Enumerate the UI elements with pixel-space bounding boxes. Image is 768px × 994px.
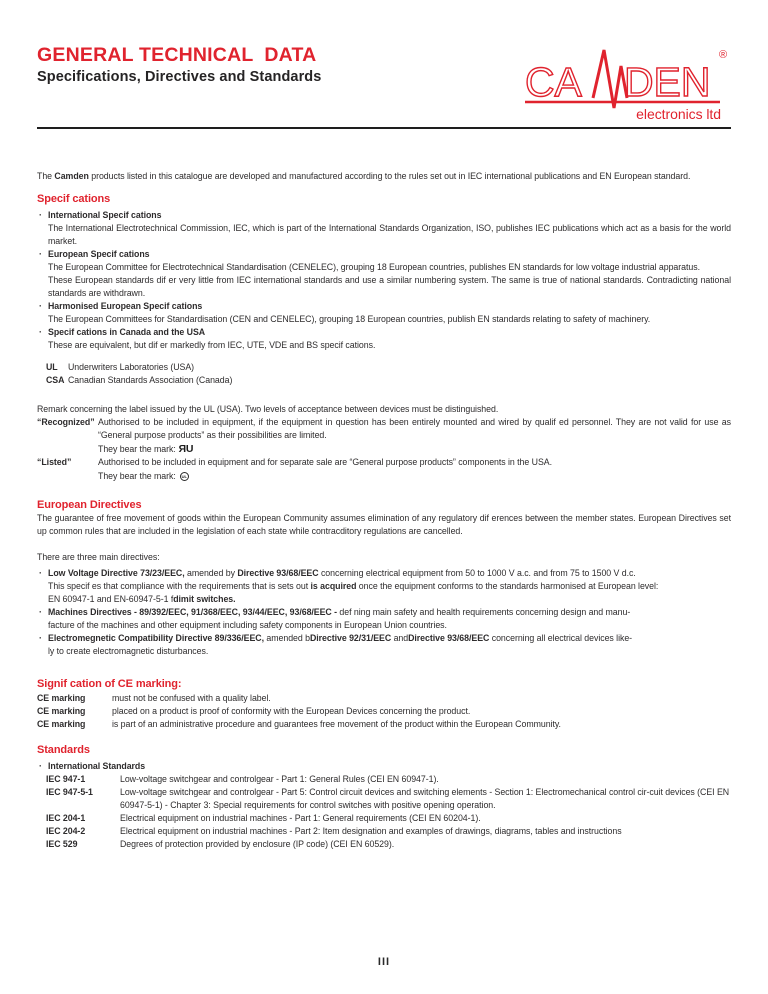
standard-row: [37, 812, 731, 825]
registered-trademark-icon: ®: [719, 49, 728, 61]
directives-lead: There are three main directives:: [37, 552, 160, 562]
standard-row: [37, 825, 731, 838]
standard-desc: Degrees of protection provided by enclosure (IP code) (CEI EN 60529).: [120, 839, 395, 849]
standard-row: [37, 786, 731, 812]
spec-item-title: · Specif cations in Canada and the USA: [48, 327, 206, 337]
acceptance-level-row: [37, 416, 731, 456]
page-footer: [0, 956, 768, 969]
mark-label: They bear the mark:: [98, 443, 176, 454]
standards-rows: [37, 773, 731, 851]
standard-row: [37, 838, 731, 851]
section-heading-specifications: Specif cations: [37, 193, 111, 205]
u-glyph: U: [185, 443, 192, 455]
directive-line: EN 60947-1 and EN-60947-5-1 fdimit switches.: [48, 594, 236, 604]
ul-remark: Remark concerning the label issued by the UL (USA). Two levels of acceptance between devices must be distinguished.: [37, 404, 499, 414]
directives-intro: The guarantee of free movement of goods within the European Community assumes elimination of any regulatory dif erences between the member states. European Directives set up common rules that are included in the legislation of each state while contracditory regulations are cancelled.: [37, 513, 731, 536]
list-item: [37, 300, 731, 326]
mark-label: They bear the mark:: [98, 470, 176, 481]
org-row: [37, 361, 731, 374]
standard-row: [37, 773, 731, 786]
standard-desc: Low-voltage switchgear and controlgear - Part 1: General Rules (CEI EN 60947-1).: [120, 774, 439, 784]
directives-list: [37, 567, 731, 658]
list-item: [37, 567, 731, 606]
directive-line: · Machines Directives - 89/392/EEC, 91/368/EEC, 93/44/EEC, 93/68/EEC - def ning main safety and health requirements concerning design and manu-: [48, 607, 631, 617]
page-subtitle: Specifications, Directives and Standards: [37, 69, 322, 85]
ce-desc: placed on a product is proof of conformity with the European Devices concerning the product.: [112, 706, 471, 716]
org-name: Canadian Standards Association (Canada): [68, 375, 233, 385]
ce-row: [37, 692, 731, 705]
list-item: [37, 326, 731, 352]
ul-recognized-component-mark-icon: [180, 444, 192, 454]
ce-term: CE marking: [37, 719, 86, 729]
org-abbr: CSA: [46, 375, 65, 385]
list-item: [37, 760, 731, 773]
ce-row: [37, 718, 731, 731]
certification-orgs: [37, 361, 731, 387]
directive-line: This specif es that compliance with the requirements that is sets out is acquired once the equipment conforms to the standards harmonised at European level:: [48, 581, 659, 591]
section-heading-european-directives: European Directives: [37, 499, 142, 511]
section-heading-ce-marking: Signif cation of CE marking:: [37, 678, 182, 690]
ce-row: [37, 705, 731, 718]
list-item: [37, 248, 731, 300]
list-item: [37, 632, 731, 658]
ce-marking-rows: [37, 692, 731, 731]
mark-line: [98, 442, 731, 456]
standard-code: IEC 947-1: [46, 774, 86, 784]
logo-text-left: CA: [525, 59, 582, 105]
standards-subheading: · International Standards: [48, 761, 146, 771]
ce-desc: is part of an administrative procedure and guarantees free movement of the product within the European Community.: [112, 719, 561, 729]
logo-text-right: DEN: [624, 59, 711, 105]
intro-paragraph: The Camden products listed in this catalogue are developed and manufactured according to the rules set out in IEC international publications and EN European standard.: [37, 171, 691, 181]
org-abbr: UL: [46, 362, 58, 372]
directive-line: facture of the machines and other equipment including safety components in European Union countries.: [48, 620, 447, 630]
logo-pulse-icon: [593, 50, 627, 108]
standard-code: IEC 529: [46, 839, 78, 849]
org-row: [37, 374, 731, 387]
camden-logo: [523, 44, 731, 126]
spec-item-title: · Harmonised European Specif cations: [48, 301, 203, 311]
acceptance-term: “Recognized”: [37, 417, 95, 427]
page-header: [37, 0, 731, 127]
acceptance-desc: Authorised to be included in equipment and for separate sale are “General purpose products” components in the USA.: [98, 457, 552, 467]
standard-desc: Low-voltage switchgear and controlgear - Part 5: Control circuit devices and switching elements - Section 1: Electromechanical control cir-cuit devices (CEI EN 60947-5-1) - Chapter 3: Special requirements for control switches with positive opening operation.: [120, 787, 730, 810]
ce-term: CE marking: [37, 706, 86, 716]
page-title: GENERAL TECHNICAL DATA: [37, 44, 317, 66]
ce-desc: must not be confused with a quality label.: [112, 693, 271, 703]
section-heading-standards: Standards: [37, 744, 90, 756]
standard-code: IEC 947-5-1: [46, 787, 93, 797]
mirrored-r-glyph: R: [179, 443, 186, 455]
directive-line: ly to create electromagnetic disturbances.: [48, 646, 209, 656]
ce-term: CE marking: [37, 693, 86, 703]
standards-list: [37, 760, 731, 773]
standard-code: IEC 204-2: [46, 826, 86, 836]
standard-desc: Electrical equipment on industrial machines - Part 1: General requirements (CEI EN 60204-1).: [120, 813, 481, 823]
logo-tagline: electronics ltd: [636, 106, 721, 122]
spec-item-title: · European Specif cations: [48, 249, 150, 259]
spec-item-body: These European standards dif er very little from IEC international standards and use a similar numbering system. The same is true of national standards. Contradicting national standards are withdrawn.: [48, 275, 731, 298]
acceptance-level-row: [37, 456, 731, 483]
directive-line: · Electromegnetic Compatibility Directive 89/336/EEC, amended bDirective 92/31/EEC andDirective 93/68/EEC concerning all electrical devices like-: [48, 633, 633, 643]
list-item: [37, 209, 731, 248]
ul-listed-mark-icon: UL: [181, 473, 187, 479]
list-item: [37, 606, 731, 632]
org-name: Underwriters Laboratories (USA): [68, 362, 195, 372]
specifications-list: [37, 209, 731, 352]
directive-line: · Low Voltage Directive 73/23/EEC, amended by Directive 93/68/EEC concerning electrical equipment from 50 to 1000 V a.c. and from 75 to 1500 V d.c.: [48, 568, 636, 578]
header-divider: [37, 127, 731, 129]
page-number: III: [377, 956, 391, 968]
spec-item-body: The European Committee for Electrotechnical Standardisation (CENELEC), grouping 18 European countries, publishes EN standards for low voltage industrial apparatus.: [48, 262, 700, 272]
spec-item-body: The European Committees for Standardisation (CEN and CENELEC), grouping 18 European countries, publish EN standards relating to safety of machinery.: [48, 314, 651, 324]
acceptance-desc: Authorised to be included in equipment, if the equipment in question has been entirely mounted and wired by qualif ed personnel. They are not valid for use as “General purpose products” as their possibilities are limited.: [98, 417, 731, 440]
spec-item-body: These are equivalent, but dif er markedly from IEC, UTE, VDE and BS specif cations.: [48, 340, 376, 350]
spec-item-title: · International Specif cations: [48, 210, 162, 220]
standard-desc: Electrical equipment on industrial machines - Part 2: Item designation and examples of drawings, diagrams, tables and instructions: [120, 826, 622, 836]
standard-code: IEC 204-1: [46, 813, 86, 823]
mark-line: [98, 469, 731, 483]
spec-item-body: The International Electrotechnical Commission, IEC, which is part of the International Standards Organization, ISO, publishes IEC publications which act as a basis for the world market.: [48, 223, 731, 246]
acceptance-term: “Listed”: [37, 457, 72, 467]
